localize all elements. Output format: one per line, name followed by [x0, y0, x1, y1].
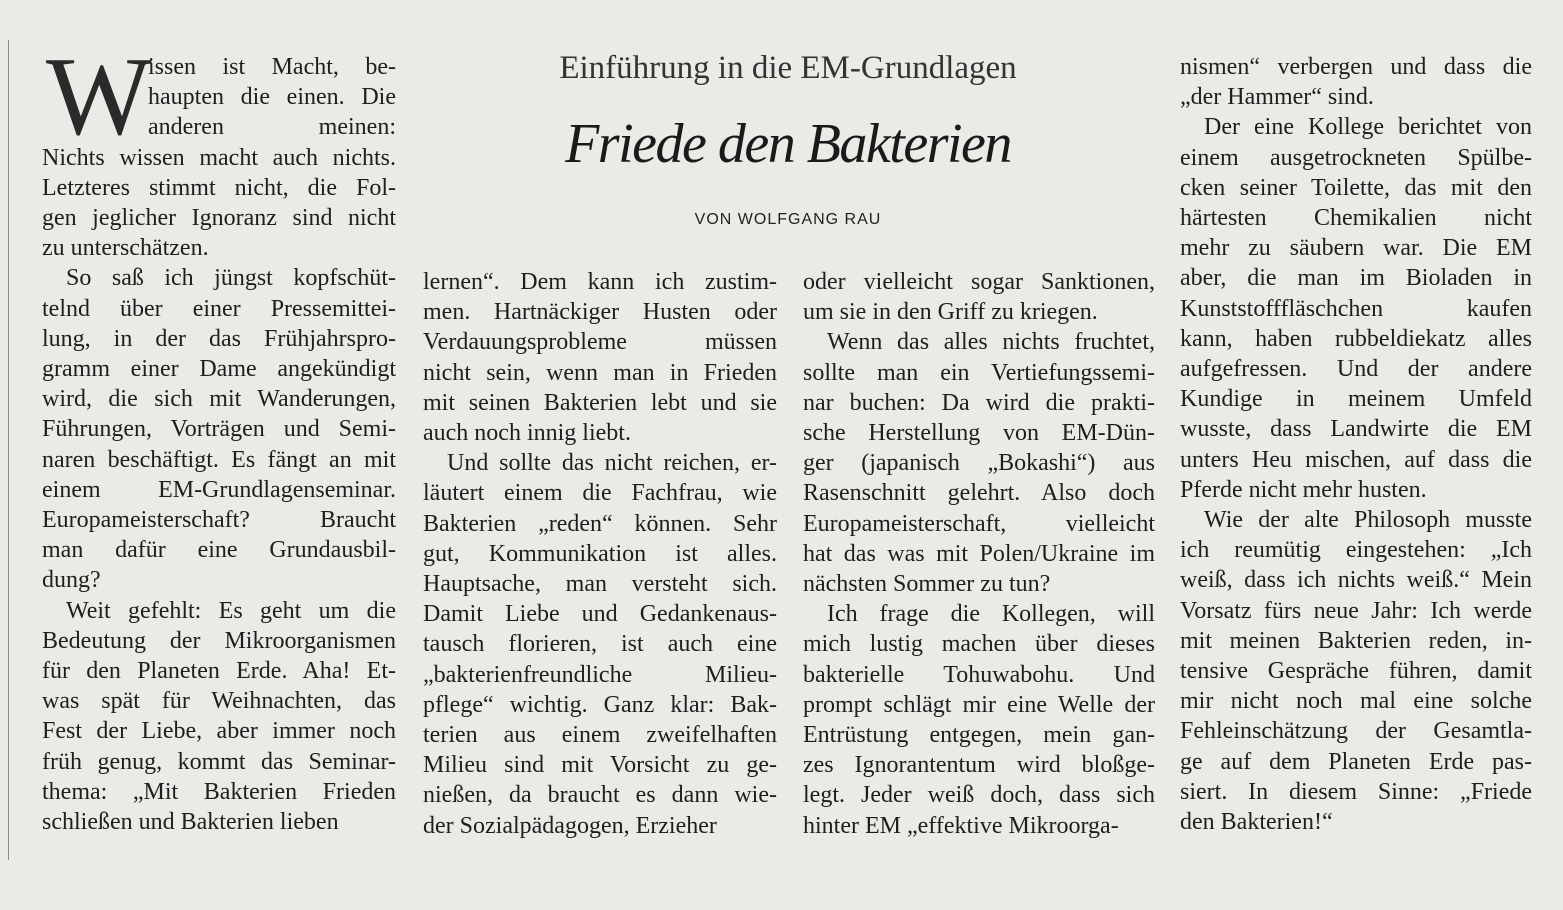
text-line: Damit Liebe und Gedankenaus-	[423, 601, 777, 628]
text-line: nächsten Sommer zu tun?	[803, 571, 1051, 598]
text-line: nicht sein, wenn man in Frieden	[423, 359, 777, 386]
text-line: tausch florieren, ist auch eine	[423, 631, 777, 658]
text-line: Wenn das alles nichts fruchtet,	[827, 329, 1155, 356]
text-line: ge auf dem Planeten Erde pas-	[1180, 748, 1532, 775]
text-line: mit meinen Bakterien reden, in-	[1180, 627, 1532, 654]
text-line: einem EM-Grundlagenseminar.	[42, 476, 396, 503]
text-line: einem ausgetrockneten Spülbe-	[1180, 144, 1532, 171]
text-line: Wie der alte Philosoph musste	[1204, 507, 1532, 534]
column-body	[42, 143, 396, 838]
text-line: schließen und Bakterien lieben	[42, 809, 339, 836]
text-line: um sie in den Griff zu kriegen.	[803, 299, 1098, 326]
text-line: aber, die man im Bioladen in	[1180, 265, 1532, 292]
text-line: Kunststofffläschchen kaufen	[1180, 295, 1532, 322]
text-line: dung?	[42, 567, 101, 594]
text-line: Und sollte das nicht reichen, er-	[447, 450, 777, 477]
text-line: Führungen, Vorträgen und Semi-	[42, 416, 396, 443]
text-line: haupten die einen. Die	[148, 84, 396, 111]
text-line: terien aus einem zweifelhaften	[423, 722, 777, 749]
text-line: oder vielleicht sogar Sanktionen,	[803, 269, 1155, 295]
text-line: mich lustig machen über dieses	[803, 631, 1155, 658]
text-line: Hauptsache, man versteht sich.	[423, 571, 777, 598]
text-line: kann, haben rubbeldiekatz alles	[1180, 325, 1532, 352]
text-line: Vorsatz fürs neue Jahr: Ich werde	[1180, 597, 1532, 624]
text-line: nar buchen: Da wird die prakti-	[803, 389, 1155, 416]
text-line: zu unterschätzen.	[42, 235, 209, 262]
text-line: Europameisterschaft? Braucht	[42, 507, 396, 534]
text-line: sollte man ein Vertiefungssemi-	[803, 359, 1155, 386]
text-line: So saß ich jüngst kopfschüt-	[66, 265, 396, 292]
text-line: Pferde nicht mehr husten.	[1180, 476, 1427, 503]
text-line: nismen“ verbergen und dass die	[1180, 54, 1532, 80]
text-line: Der eine Kollege berichtet von	[1204, 114, 1532, 141]
column-rule	[8, 40, 9, 860]
drop-cap: W	[46, 35, 152, 159]
text-line: Fest der Liebe, aber immer noch	[42, 718, 396, 745]
text-line: zes Ignorantentum wird bloßge-	[803, 752, 1155, 779]
text-line: thema: „Mit Bakterien Frieden	[42, 778, 396, 805]
article-column-2	[423, 267, 777, 841]
text-line: ich reumütig eingestehen: „Ich	[1180, 537, 1532, 564]
text-line: telnd über einer Pressemittei-	[42, 295, 396, 322]
article-headline: Friede den Bakterien	[565, 113, 1011, 175]
text-line: „der Hammer“ sind.	[1180, 84, 1374, 111]
text-line: was spät für Weihnachten, das	[42, 688, 396, 715]
text-line: für den Planeten Erde. Aha! Et-	[42, 658, 396, 685]
text-line: nießen, da braucht es dann wie-	[423, 782, 777, 809]
text-line: härtesten Chemikalien nicht	[1180, 205, 1532, 232]
text-line: „bakterienfreundliche Milieu-	[423, 661, 777, 688]
text-line: Bedeutung der Mikroorganismen	[42, 627, 396, 654]
text-line: ger (japanisch „Bokashi“) aus	[803, 450, 1155, 477]
text-line: auch noch innig liebt.	[423, 420, 631, 447]
text-line: hinter EM „effektive Mikroorga-	[803, 812, 1119, 839]
text-line: Kundige in meinem Umfeld	[1180, 386, 1532, 413]
text-line: der Sozialpädagogen, Erzieher	[423, 812, 717, 839]
text-line: lernen“. Dem kann ich zustim-	[423, 269, 777, 295]
text-line: man dafür eine Grundausbil-	[42, 537, 396, 564]
text-line: Bakterien „reden“ können. Sehr	[423, 510, 777, 537]
text-line: pflege“ wichtig. Ganz klar: Bak-	[423, 691, 777, 718]
text-line: Europameisterschaft, vielleicht	[803, 510, 1155, 537]
text-line: hat das was mit Polen/Ukraine im	[803, 540, 1155, 567]
text-line: anderen meinen:	[148, 114, 396, 141]
text-line: bakterielle Tohuwabohu. Und	[803, 661, 1155, 688]
text-line: prompt schlägt mir eine Welle der	[803, 691, 1155, 718]
text-line: Nichts wissen macht auch nichts.	[42, 144, 396, 171]
text-line: den Bakterien!“	[1180, 809, 1333, 836]
text-line: wusste, dass Landwirte die EM	[1180, 416, 1532, 443]
text-line: Letzteres stimmt nicht, die Fol-	[42, 174, 396, 201]
text-line: Weit gefehlt: Es geht um die	[66, 597, 396, 624]
text-line: Ich frage die Kollegen, will	[827, 601, 1155, 628]
text-line: tensive Gespräche führen, damit	[1180, 658, 1532, 685]
text-line: cken seiner Toilette, das mit den	[1180, 174, 1532, 201]
text-line: issen ist Macht, be-	[148, 54, 396, 80]
text-line: men. Hartnäckiger Husten oder	[423, 299, 777, 326]
text-line: gen jeglicher Ignoranz sind nicht	[42, 205, 396, 232]
text-line: aufgefressen. Und der andere	[1180, 356, 1532, 383]
text-line: Milieu sind mit Vorsicht zu ge-	[423, 752, 777, 779]
text-line: sche Herstellung von EM-Dün-	[803, 420, 1155, 447]
text-line: läutert einem die Fachfrau, wie	[423, 480, 777, 507]
text-line: legt. Jeder weiß doch, dass sich	[803, 782, 1155, 809]
text-line: Rasenschnitt gelehrt. Also doch	[803, 480, 1155, 507]
text-line: gramm einer Dame angekündigt	[42, 356, 396, 383]
article-byline: VON WOLFGANG RAU	[694, 211, 882, 228]
article-column-1	[42, 35, 396, 837]
article-column-3	[803, 267, 1155, 841]
text-line: mit seinen Bakterien lebt und sie	[423, 389, 777, 416]
text-line: lung, in der das Frühjahrspro-	[42, 325, 396, 352]
text-line: mehr zu säubern war. Die EM	[1180, 235, 1532, 262]
text-line: siert. In diesem Sinne: „Friede	[1180, 778, 1532, 805]
text-line: wird, die sich mit Wanderungen,	[42, 386, 396, 413]
text-line: früh genug, kommt das Seminar-	[42, 748, 396, 775]
article-column-4	[1180, 52, 1532, 837]
text-line: unters Heu mischen, auf dass die	[1180, 446, 1532, 473]
text-line: naren beschäftigt. Es fängt an mit	[42, 446, 396, 473]
text-line: weiß, dass ich nichts weiß.“ Mein	[1180, 567, 1532, 594]
text-line: Entrüstung entgegen, mein gan-	[803, 722, 1155, 749]
text-line: Fehleinschätzung der Gesamtla-	[1180, 718, 1532, 745]
article-kicker: Einführung in die EM-Grundlagen	[559, 50, 1017, 86]
text-line: Verdauungsprobleme müssen	[423, 329, 777, 356]
text-line: gut, Kommunikation ist alles.	[423, 540, 777, 567]
text-line: mir nicht noch mal eine solche	[1180, 688, 1532, 715]
